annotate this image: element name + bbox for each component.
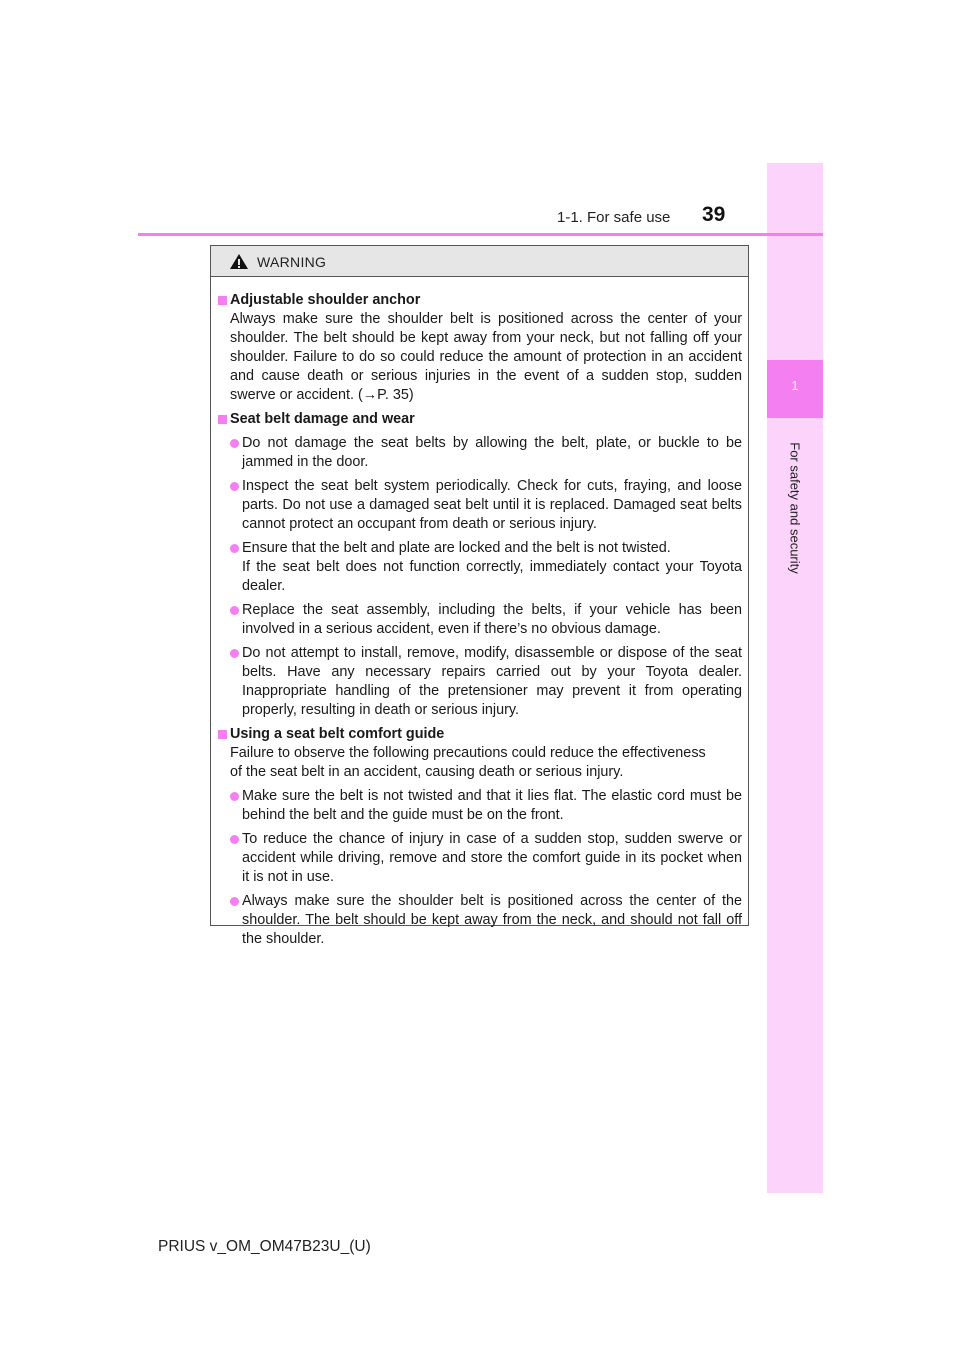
- warning-section-heading: [218, 410, 742, 429]
- warning-bullet-text: Ensure that the belt and plate are locked and the belt is not twisted. If the seat belt does not function correctly, immediately contact your Toyota dealer.: [242, 540, 742, 594]
- round-bullet-icon: [230, 792, 239, 801]
- warning-bullet-text: Make sure the belt is not twisted and that it lies flat. The elastic cord must be behind the belt and the guide must be on the front.: [242, 788, 742, 823]
- warning-box: [210, 245, 749, 947]
- warning-bullet-text: Always make sure the shoulder belt is positioned across the center of the shoulder. The belt should be kept away from the neck, and should not fall off the shoulder.: [242, 893, 742, 947]
- document-id: PRIUS v_OM_OM47B23U_(U): [158, 1238, 371, 1255]
- warning-paragraph: Always make sure the shoulder belt is positioned across the center of your shoulder. The belt should be kept away from your neck, but not falling off your shoulder. Failure to do so could reduce the amount of protection in an accident and cause death or serious injuries in the event of a sudden stop, sudden swerve or accident. (→P. 35): [230, 311, 742, 403]
- warning-bullet-item: [218, 644, 742, 720]
- warning-bullet-item: [218, 892, 742, 949]
- square-bullet-icon: [218, 415, 227, 424]
- warning-bullet-text: Do not damage the seat belts by allowing the belt, plate, or buckle to be jammed in the door.: [242, 435, 742, 470]
- warning-bullet-text: Do not attempt to install, remove, modify, disassemble or dispose of the seat belts. Have any necessary repairs carried out by your Toyota dealer. Inappropriate handling of the pretensioner may prevent it from operating properly, resulting in death or serious injury.: [242, 645, 742, 718]
- round-bullet-icon: [230, 439, 239, 448]
- warning-header: [211, 246, 748, 277]
- square-bullet-icon: [218, 296, 227, 305]
- warning-bullet-item: [218, 601, 742, 639]
- square-bullet-icon: [218, 730, 227, 739]
- warning-body: [211, 277, 748, 949]
- chapter-label: For safety and security: [787, 442, 803, 574]
- header-divider: [138, 233, 823, 236]
- warning-bullet-item: [218, 477, 742, 534]
- warning-section-heading: [218, 291, 742, 310]
- round-bullet-icon: [230, 482, 239, 491]
- warning-bullet-text: Replace the seat assembly, including the belts, if your vehicle has been involved in a serious accident, even if there’s no obvious damage.: [242, 602, 742, 637]
- warning-section-heading-text: Adjustable shoulder anchor: [230, 292, 421, 308]
- warning-triangle-icon: [229, 253, 249, 270]
- round-bullet-icon: [230, 649, 239, 658]
- round-bullet-icon: [230, 835, 239, 844]
- round-bullet-icon: [230, 544, 239, 553]
- page-number: 39: [702, 203, 726, 226]
- warning-bullet-item: [218, 787, 742, 825]
- warning-section-heading-text: Using a seat belt comfort guide: [230, 726, 445, 742]
- warning-paragraph: Failure to observe the following precautions could reduce the effectiveness of the seat belt in an accident, causing death or serious injury.: [230, 745, 706, 780]
- round-bullet-icon: [230, 897, 239, 906]
- side-index-band: [767, 163, 823, 1193]
- warning-section-heading: [218, 725, 742, 744]
- warning-bullet-item: [218, 434, 742, 472]
- warning-bullet-item: [218, 539, 742, 596]
- warning-bullet-item: [218, 830, 742, 887]
- warning-bullet-text: To reduce the chance of injury in case of a sudden stop, sudden swerve or accident while driving, remove and store the comfort guide in its pocket when it is not in use.: [242, 831, 742, 885]
- chapter-number: 1: [791, 378, 799, 393]
- warning-title: WARNING: [257, 254, 327, 270]
- section-title: 1-1. For safe use: [557, 209, 671, 226]
- warning-bullet-text: Inspect the seat belt system periodically. Check for cuts, fraying, and loose parts. Do not use a damaged seat belt until it is replaced. Damaged seat belts cannot protect an occupant from death or serious injury.: [242, 478, 742, 532]
- round-bullet-icon: [230, 606, 239, 615]
- warning-section-heading-text: Seat belt damage and wear: [230, 411, 415, 427]
